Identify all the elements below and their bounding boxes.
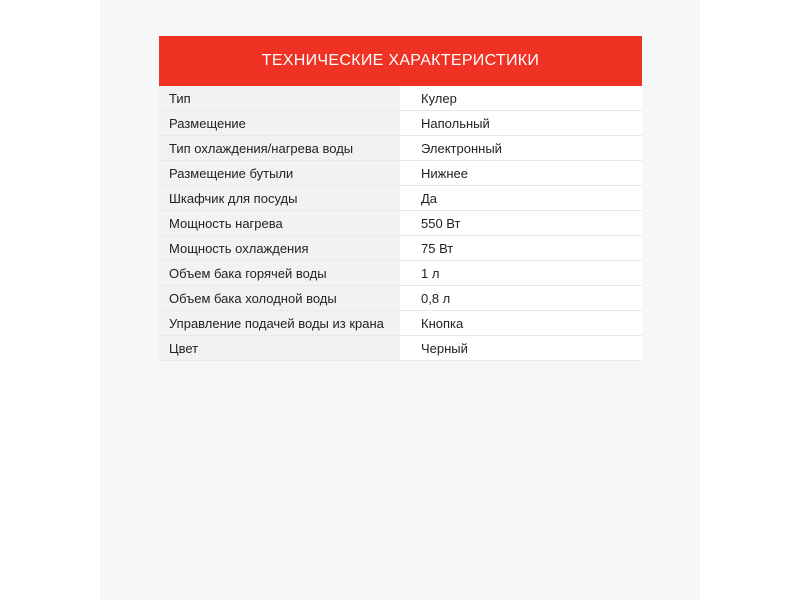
spec-value: Кулер [400,86,642,111]
spec-label: Мощность охлаждения [159,236,400,261]
table-row [159,161,642,186]
spec-label: Шкафчик для посуды [159,186,400,211]
spec-label: Объем бака холодной воды [159,286,400,311]
spec-label: Размещение бутыли [159,161,400,186]
table-row [159,336,642,361]
spec-label: Цвет [159,336,400,361]
page-background-panel [100,0,700,600]
specifications-table [159,86,642,361]
specifications-card [159,36,642,361]
spec-value: Нижнее [400,161,642,186]
spec-label: Мощность нагрева [159,211,400,236]
specifications-title: ТЕХНИЧЕСКИЕ ХАРАКТЕРИСТИКИ [159,36,642,86]
spec-label: Тип [159,86,400,111]
spec-value: 0,8 л [400,286,642,311]
spec-value: Черный [400,336,642,361]
table-row [159,261,642,286]
spec-label: Размещение [159,111,400,136]
spec-value: 550 Вт [400,211,642,236]
spec-label: Управление подачей воды из крана [159,311,400,336]
spec-value: 1 л [400,261,642,286]
spec-label: Тип охлаждения/нагрева воды [159,136,400,161]
spec-value: Кнопка [400,311,642,336]
table-row [159,236,642,261]
spec-value: 75 Вт [400,236,642,261]
table-row [159,86,642,111]
table-row [159,186,642,211]
spec-value: Электронный [400,136,642,161]
spec-label: Объем бака горячей воды [159,261,400,286]
spec-value: Напольный [400,111,642,136]
spec-value: Да [400,186,642,211]
table-row [159,311,642,336]
table-row [159,211,642,236]
table-row [159,286,642,311]
table-row [159,111,642,136]
table-row [159,136,642,161]
